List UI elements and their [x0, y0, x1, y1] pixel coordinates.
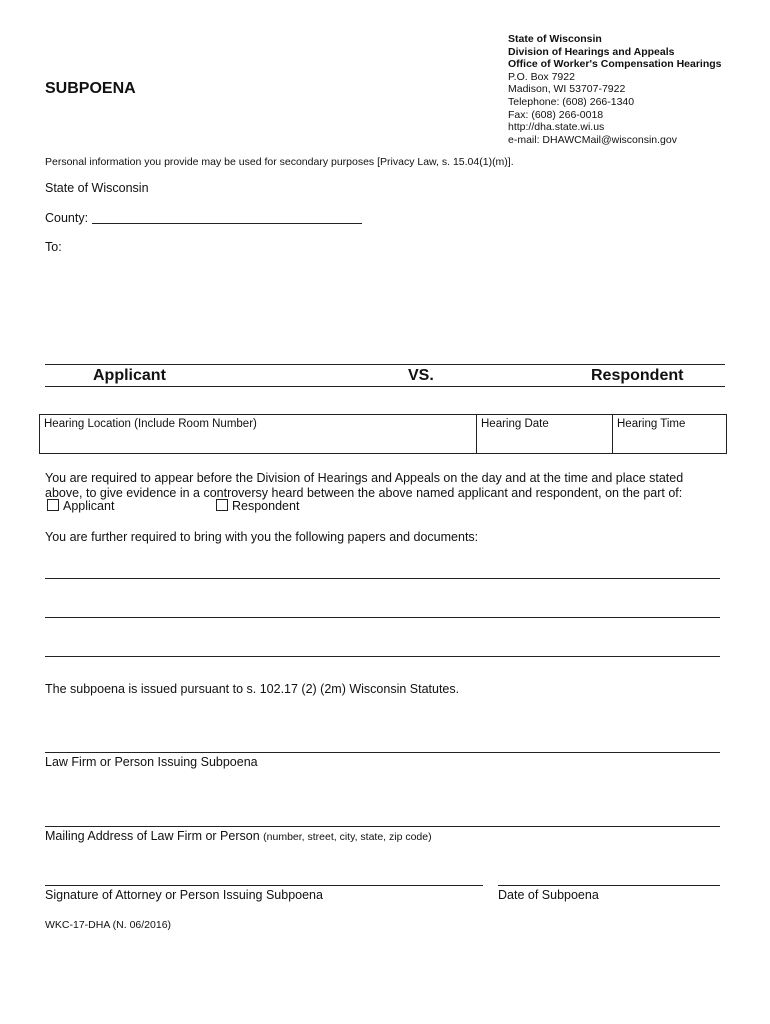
hearing-date-field[interactable]	[476, 414, 613, 454]
header-line: Madison, WI 53707-7922	[508, 83, 626, 96]
applicant-checkbox[interactable]	[47, 499, 59, 511]
issuer-label: Law Firm or Person Issuing Subpoena	[45, 755, 258, 769]
signature-line[interactable]	[45, 885, 483, 886]
header-line: Telephone: (608) 266-1340	[508, 95, 635, 108]
hearing-location-label: Hearing Location (Include Room Number)	[44, 418, 257, 430]
county-field[interactable]	[92, 223, 362, 224]
page-title: SUBPOENA	[45, 80, 136, 97]
form-id: WKC-17-DHA (N. 06/2016)	[45, 919, 172, 931]
state-label: State of Wisconsin	[45, 181, 149, 195]
agency-header	[508, 33, 722, 146]
statute-text: The subpoena is issued pursuant to s. 102.17 (2) (2m) Wisconsin Statutes.	[45, 682, 460, 696]
caption-respondent: Respondent	[591, 367, 684, 384]
header-line: P.O. Box 7922	[508, 70, 575, 83]
hearing-time-label: Hearing Time	[617, 418, 686, 430]
privacy-notice: Personal information you provide may be used for secondary purposes [Privacy Law, s. 15.04(1)(m)].	[45, 156, 514, 168]
party-respondent-option[interactable]	[216, 499, 299, 514]
applicant-option-label: Applicant	[63, 499, 115, 513]
documents-line-2[interactable]	[45, 617, 720, 618]
mailing-address-line[interactable]	[45, 826, 720, 827]
appear-line: You are required to appear before the Division of Hearings and Appeals on the day and at the time and place stated	[45, 471, 684, 485]
header-line: e-mail: DHAWCMail@wisconsin.gov	[508, 133, 677, 146]
date-label: Date of Subpoena	[498, 888, 599, 902]
documents-line-1[interactable]	[45, 578, 720, 579]
hearing-time-field[interactable]	[612, 414, 727, 454]
mailing-label-text: Mailing Address of Law Firm or Person	[45, 829, 260, 843]
date-line[interactable]	[498, 885, 720, 886]
mailing-address-label	[45, 829, 432, 845]
respondent-option-label: Respondent	[232, 499, 300, 513]
appear-line: above, to give evidence in a controversy heard between the above named applicant and respondent, on the part of:	[45, 485, 683, 500]
signature-label: Signature of Attorney or Person Issuing Subpoena	[45, 888, 323, 902]
header-line: State of Wisconsin	[508, 33, 602, 45]
hearing-date-label: Hearing Date	[481, 418, 549, 430]
caption-applicant: Applicant	[93, 367, 166, 384]
bring-documents-text: You are further required to bring with you the following papers and documents:	[45, 530, 479, 544]
to-field[interactable]	[70, 240, 710, 350]
caption-bottom-rule	[45, 386, 725, 387]
appear-paragraph	[45, 471, 745, 500]
respondent-checkbox[interactable]	[216, 499, 228, 511]
header-line: Division of Hearings and Appeals	[508, 45, 675, 58]
caption-vs: VS.	[408, 367, 434, 384]
header-line: Fax: (608) 266-0018	[508, 108, 604, 121]
header-line: Office of Worker's Compensation Hearings	[508, 58, 722, 71]
to-label: To:	[45, 240, 62, 254]
mailing-hint-text: (number, street, city, state, zip code)	[263, 831, 432, 843]
county-label: County:	[45, 211, 89, 225]
party-applicant-option[interactable]	[47, 499, 114, 514]
documents-line-3[interactable]	[45, 656, 720, 657]
caption-top-rule	[45, 364, 725, 365]
hearing-location-field[interactable]	[39, 414, 477, 454]
issuer-line[interactable]	[45, 752, 720, 753]
header-line: http://dha.state.wi.us	[508, 121, 605, 134]
